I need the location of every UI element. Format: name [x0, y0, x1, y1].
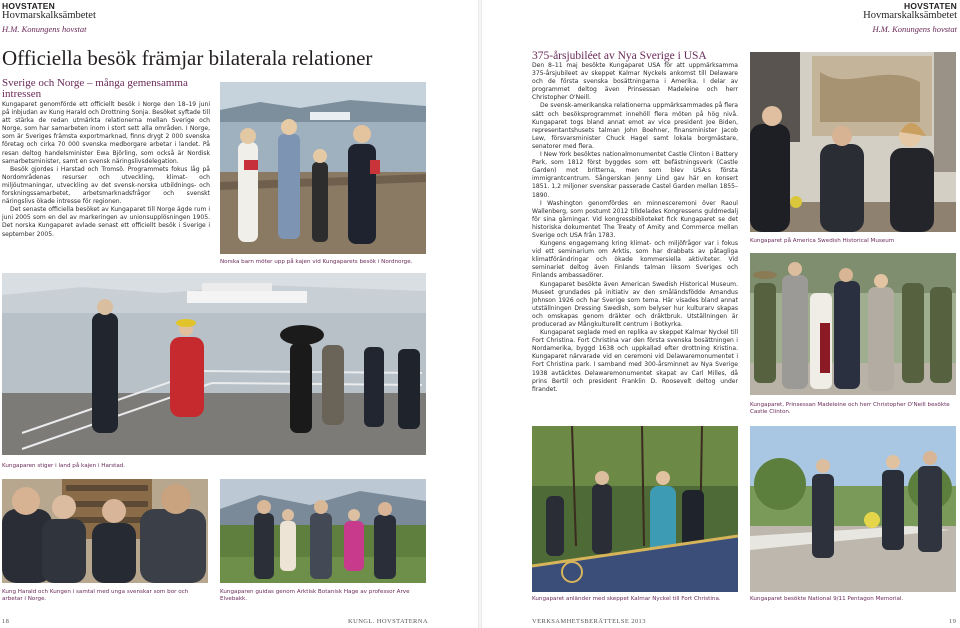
- header-sub-left: H.M. Konungens hovstat: [2, 24, 87, 34]
- header-section-left: HOVSTATEN: [2, 1, 55, 11]
- caption-children: Norska barn möter upp på kajen vid Kungaparets besök i Nordnorge.: [220, 259, 413, 265]
- right-paragraph: I Washington genomfördes en minnesceremoni över Raoul Wallenberg, som postumt 2012 tilldelades Kongressens guldmedalj för sina gärningar. Vid kongressbiblioteket fick Kungaparet se det historiska dokumentet The Treaty of Amity and Commerce mellan Sverige och USA från 1783.: [532, 199, 738, 239]
- right-section-title: 375-årsjubiléet av Nya Sverige i USA: [532, 50, 707, 62]
- right-paragraph: Den 8–11 maj besökte Kungaparet USA för att uppmärksamma 375-årsjubileet av skeppet Kalmar Nyckels ankomst till Delaware och de första svenska bosättningarna i Amerika. I delar av programmet deltog även Prinsessan Madeleine och herr Christopher O'Neill.: [532, 62, 738, 102]
- photo-castle-clinton: [750, 253, 956, 395]
- right-body-text: [532, 62, 738, 394]
- right-paragraph: Kungaparet seglade med en replika av skeppet Kalmar Nyckel till Fort Christina. Fort Christina var den första svenska bosättningen i Nordamerika, byggd 1638 och uppkallad efter drottning Kristina. Kungaparet närvarade vid en ceremoni vid Delawaremonumentet i Fort Christina park. I samband med 300-årsminnet av Nya Sverige 1938 avtäcktes Delawaremonumentet skapat av Carl Milles, då prins Bertil och president Franklin D. Roosevelt deltog under firandet.: [532, 329, 738, 393]
- footer-page-right: 19: [949, 618, 957, 625]
- right-paragraph: Kungaparet besökte även American Swedish Historical Museum. Museet grundades på initiativ av den småländsfödde Amandus Johnson 1926 och har Sverige som tema. Här visades bland annat utställningen Dressing Swedish, som belyser hur kulturarv skapas och omskapas genom dräkter och dräktbruk. Utställningen är producerad av Mångkulturellt centrum i Botkyrka.: [532, 280, 738, 328]
- photo-pentagon-memorial: [750, 426, 956, 592]
- left-paragraph: Det senaste officiella besöket av Kungaparet till Norge ägde rum i juni 2005 som en del av markeringen av unionsupplösningen 1905. Det norska Kungaparet avlade senast ett officiellt besök i Sverige i september 2005.: [2, 206, 210, 238]
- page-subtitle: Sverige och Norge – många gemensamma intressen: [2, 77, 188, 100]
- page-title: Officiella besök främjar bilaterala relationer: [2, 46, 373, 70]
- header-name-right: Hovmarskalksämbetet: [863, 10, 957, 21]
- photo-conversation: [2, 479, 208, 583]
- left-paragraph: Kungaparet genomförde ett officiellt besök i Norge den 18–19 juni på inbjudan av Kung Harald och Drottning Sonja. Besöket syftade till att stärka de redan utmärkta relationerna mellan Sverige och Norge, som har samarbeten inom i stort sett alla områden. I Norge, som är Sveriges främsta exportmarknad, finns drygt 2 000 svenska företag och cirka 70 000 svenska medborgare arbetar i landet. På resan deltog handelsminister Ewa Björling, som också är Nordisk samarbetsminister, samt en svensk näringslivsdelegation.: [2, 101, 210, 165]
- photo-kalmar-nyckel: [532, 426, 738, 592]
- right-paragraph: I New York besöktes nationalmonumentet Castle Clinton i Battery Park, som 1812 först byggdes som ett befästningsverk (Castle Garden) mot britterna, men som blev USA:s första immigrantcentrum. Sångerskan Jenny Lind gav här en konsert 1851. 1,2 miljoner svenskar passerade Castel Garden mellan 1855–1890.: [532, 151, 738, 199]
- photo-norwegian-children: [220, 82, 426, 254]
- footer-title-left: KUNGL. HOVSTATERNA: [348, 618, 428, 625]
- photo-botanic-garden: [220, 479, 426, 583]
- caption-memorial: Kungaparet besökte National 9/11 Pentagon Memorial.: [750, 596, 904, 602]
- caption-clinton: Kungaparet, Prinsessan Madeleine och herr Christopher O'Neill besökte Castle Clinton.: [750, 402, 950, 415]
- right-paragraph: De svensk-amerikanska relationerna uppmärksammades på flera sätt och besöksprogrammet innehöll flera möten på hög nivå. Kungaparet togs bland annat emot av vice president Joe Biden, representantshusets talman John Boehner, finansminister Jacob Lew, försvarsminister Chuck Hagel samt lokala borgmästare, senatorer med flera.: [532, 102, 738, 150]
- caption-museum: Kungaparet på America Swedish Historical Museum: [750, 238, 895, 244]
- right-paragraph: Kungens engagemang kring klimat- och miljöfrågor var i fokus vid ett seminarium om Arktis, som har drabbats av påtagliga klimatförändringar och ökade kommersiella aktiviteter. Vid seminariet deltog även Finlands talman liksom Sveriges och Finlands ambassadörer.: [532, 240, 738, 280]
- photo-museum: [750, 52, 956, 232]
- photo-harstad-quay: [2, 273, 426, 455]
- caption-quay: Kungaparen stiger i land på kajen i Harstad.: [2, 463, 126, 469]
- left-body-text: [2, 101, 210, 239]
- footer-title-right: VERKSAMHETSBERÄTTELSE 2013: [532, 618, 646, 625]
- left-paragraph: Besök gjordes i Harstad och Tromsö. Programmets fokus låg på Nordområdenas resurser och utveckling, klimat- och miljöutmaningar, utveckling av det svensk-norska utbildnings- och forskningssamarbetet, arbetsmarknadsfrågor och svenskt näringslivs ökade intresse för regionen.: [2, 165, 210, 206]
- header-section-right: HOVSTATEN: [904, 1, 957, 11]
- caption-ship: Kungaparet anländer med skeppet Kalmar Nyckel till Fort Christina.: [532, 596, 721, 602]
- footer-page-left: 18: [2, 618, 10, 625]
- header-sub-right: H.M. Konungens hovstat: [872, 24, 957, 34]
- caption-talk: Kung Harald och Kungen i samtal med unga svenskar som bor och arbetar i Norge.: [2, 589, 189, 602]
- caption-garden: Kungaparen guidas genom Arktisk Botanisk Hage av professor Arve Elvebakk.: [220, 589, 410, 602]
- header-name-left: Hovmarskalksämbetet: [2, 10, 96, 21]
